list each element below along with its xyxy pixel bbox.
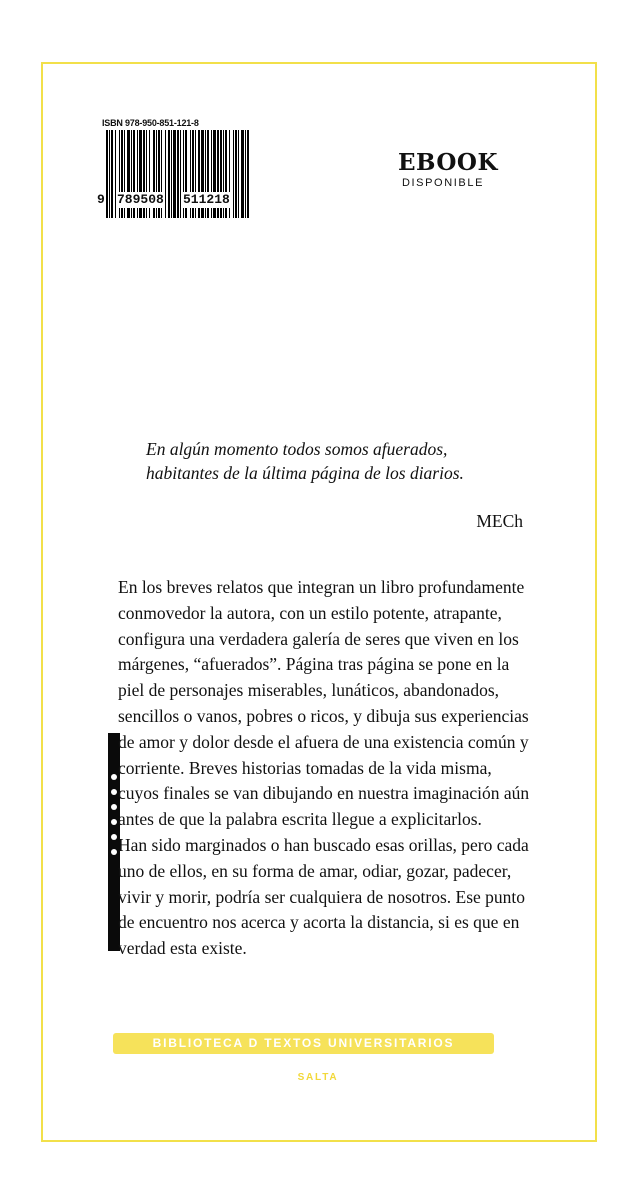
- barcode-digit-group-left: 789508: [117, 192, 164, 207]
- isbn-label: ISBN 978-950-851-121-8: [102, 118, 199, 128]
- blurb-paragraph-2: Han sido marginados o han buscado esas orillas, pero cada uno de ellos, en su forma de amar, odiar, gozar, padecer, vivir y morir, podría ser cualquiera de nosotros. Ese punto de encuentro nos acerca y acorta la distancia, si es que en verdad esta existe.: [118, 834, 529, 959]
- filmstrip-hole: [111, 789, 117, 795]
- filmstrip-hole: [111, 774, 117, 780]
- ebook-title: EBOOK: [398, 149, 498, 176]
- ebook-badge: [398, 149, 498, 190]
- filmstrip-hole: [111, 804, 117, 810]
- isbn-barcode: [96, 118, 250, 218]
- barcode-digit-prefix: 9: [97, 192, 105, 207]
- barcode-digit-group-right: 511218: [183, 192, 230, 207]
- epigraph-line-1: En algún momento todos somos afuerados,: [146, 439, 448, 459]
- series-banner: BIBLIOTECA D TEXTOS UNIVERSITARIOS: [113, 1033, 494, 1054]
- filmstrip-hole: [111, 819, 117, 825]
- epigraph: [146, 437, 546, 485]
- filmstrip-hole: [111, 834, 117, 840]
- barcode-digits: [96, 192, 250, 210]
- epigraph-signature: MECh: [476, 511, 523, 531]
- epigraph-line-2: habitantes de la última página de los diarios.: [146, 463, 464, 483]
- blurb-paragraph-1: En los breves relatos que integran un libro profundamente conmovedor la autora, con un estilo potente, atrapante, configura una verdadera galería de seres que viven en los márgenes, “afuerados”. Página tras página se pone en la piel de personajes miserables, lunáticos, abandonados, sencillos o vanos, pobres o ricos, y dibuja sus experiencias de amor y dolor desde el afuera de una existencia común y corriente. Breves historias tomadas de la vida misma, cuyos finales se van dibujando en nuestra imaginación aún antes de que la palabra escrita llegue a explicitarlos.: [118, 577, 530, 830]
- back-cover-blurb: [118, 575, 530, 962]
- publisher-city: SALTA: [297, 1072, 339, 1083]
- filmstrip-hole: [111, 849, 117, 855]
- ebook-subtitle: DISPONIBLE: [401, 177, 485, 189]
